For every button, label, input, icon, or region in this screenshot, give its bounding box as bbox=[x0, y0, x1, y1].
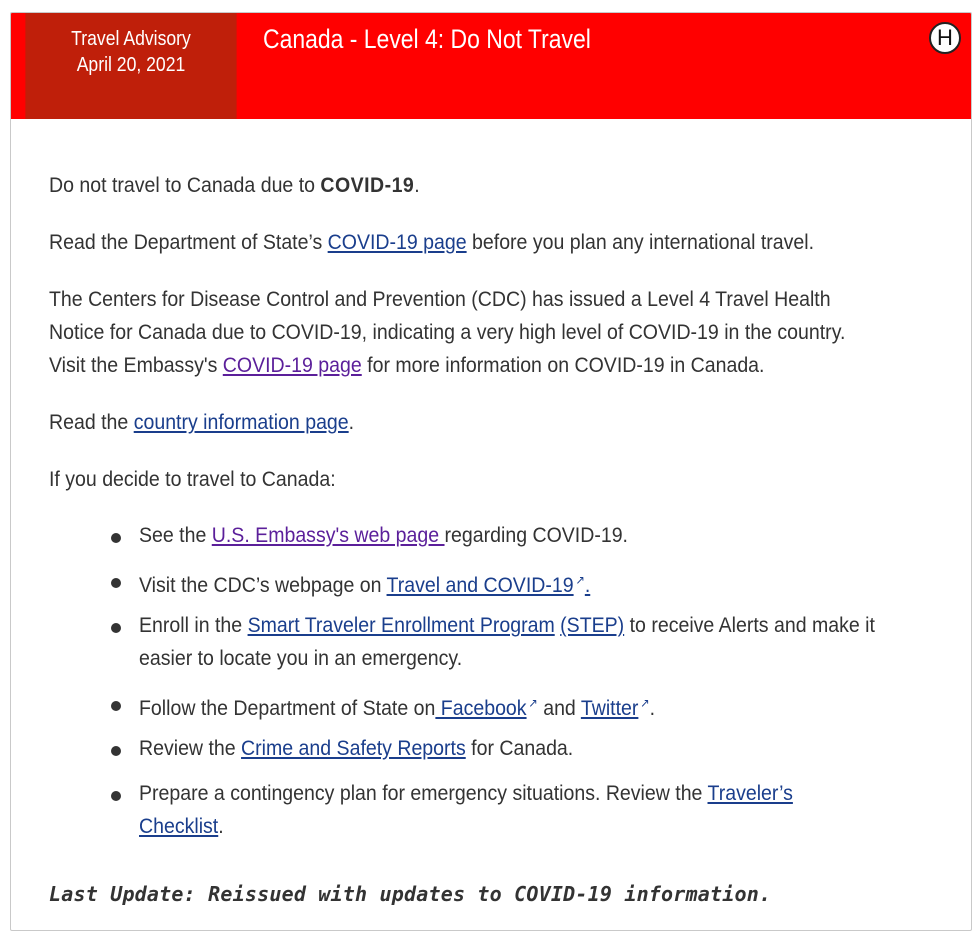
travel-advisory-card bbox=[10, 12, 972, 931]
advisory-header bbox=[11, 13, 971, 119]
paragraph-country-info: Read the country information page. bbox=[49, 411, 355, 434]
travelers-checklist-link[interactable]: Traveler’s bbox=[707, 782, 793, 805]
covid-bold: COVID-19 bbox=[320, 174, 415, 197]
last-update-note: Last Update: Reissued with updates to COVID-19 information. bbox=[49, 882, 772, 906]
country-information-link[interactable]: country information page bbox=[133, 411, 349, 434]
embassy-covid-page-link[interactable]: COVID-19 page bbox=[222, 354, 362, 377]
advisory-date: April 20, 2021 bbox=[76, 54, 186, 76]
us-embassy-web-page-link[interactable]: U.S. Embassy's web page bbox=[211, 524, 445, 547]
step-program-link[interactable]: Smart Traveler Enrollment Program bbox=[247, 614, 555, 637]
advisory-label-line1: Travel Advisory bbox=[71, 28, 191, 50]
dos-covid-page-link[interactable]: COVID-19 page bbox=[327, 231, 467, 254]
list-item: See the U.S. Embassy's web page regarding COVID-19. bbox=[49, 519, 972, 552]
cdc-travel-covid-link[interactable]: Travel and COVID-19 ↗. bbox=[387, 574, 591, 597]
crime-safety-reports-link[interactable]: Crime and Safety Reports bbox=[241, 737, 466, 760]
advisory-label bbox=[25, 13, 236, 119]
facebook-link[interactable]: Facebook ↗ bbox=[435, 697, 537, 720]
external-link-icon: ↗ bbox=[575, 573, 585, 587]
travelers-checklist-link-cont[interactable]: Checklist bbox=[139, 815, 219, 838]
paragraph-if-travel: If you decide to travel to Canada: bbox=[49, 468, 336, 491]
twitter-link[interactable]: Twitter ↗ bbox=[581, 697, 650, 720]
paragraph-dos: Read the Department of State’s COVID-19 page before you plan any international travel. bbox=[49, 231, 815, 254]
external-link-icon: ↗ bbox=[640, 696, 650, 710]
step-link[interactable]: (STEP) bbox=[560, 614, 625, 637]
paragraph-cdc-line1: The Centers for Disease Control and Prevention (CDC) has issued a Level 4 Travel Health bbox=[49, 288, 831, 311]
list-item-continuation: easier to locate you in an emergency. bbox=[139, 647, 463, 670]
list-item: Visit the CDC’s webpage on Travel and COVID-19 ↗. bbox=[49, 564, 972, 602]
list-item: Prepare a contingency plan for emergency situations. Review the Traveler’s bbox=[49, 777, 972, 810]
list-item: Enroll in the Smart Traveler Enrollment Program (STEP) to receive Alerts and make it bbox=[49, 609, 972, 642]
list-item: Follow the Department of State on Facebook ↗ and Twitter ↗. bbox=[49, 687, 972, 725]
external-link-icon: ↗ bbox=[528, 696, 538, 710]
advisory-title: Canada - Level 4: Do Not Travel bbox=[263, 24, 591, 54]
health-indicator-icon[interactable]: H bbox=[929, 22, 961, 54]
list-item: Review the Crime and Safety Reports for Canada. bbox=[49, 732, 972, 765]
paragraph-summary: Do not travel to Canada due to COVID-19. bbox=[49, 174, 420, 197]
paragraph-cdc-line3: Visit the Embassy's COVID-19 page for more information on COVID-19 in Canada. bbox=[49, 354, 765, 377]
list-item-continuation: Checklist. bbox=[139, 815, 224, 838]
paragraph-cdc-line2: Notice for Canada due to COVID-19, indicating a very high level of COVID-19 in the country. bbox=[49, 321, 846, 344]
